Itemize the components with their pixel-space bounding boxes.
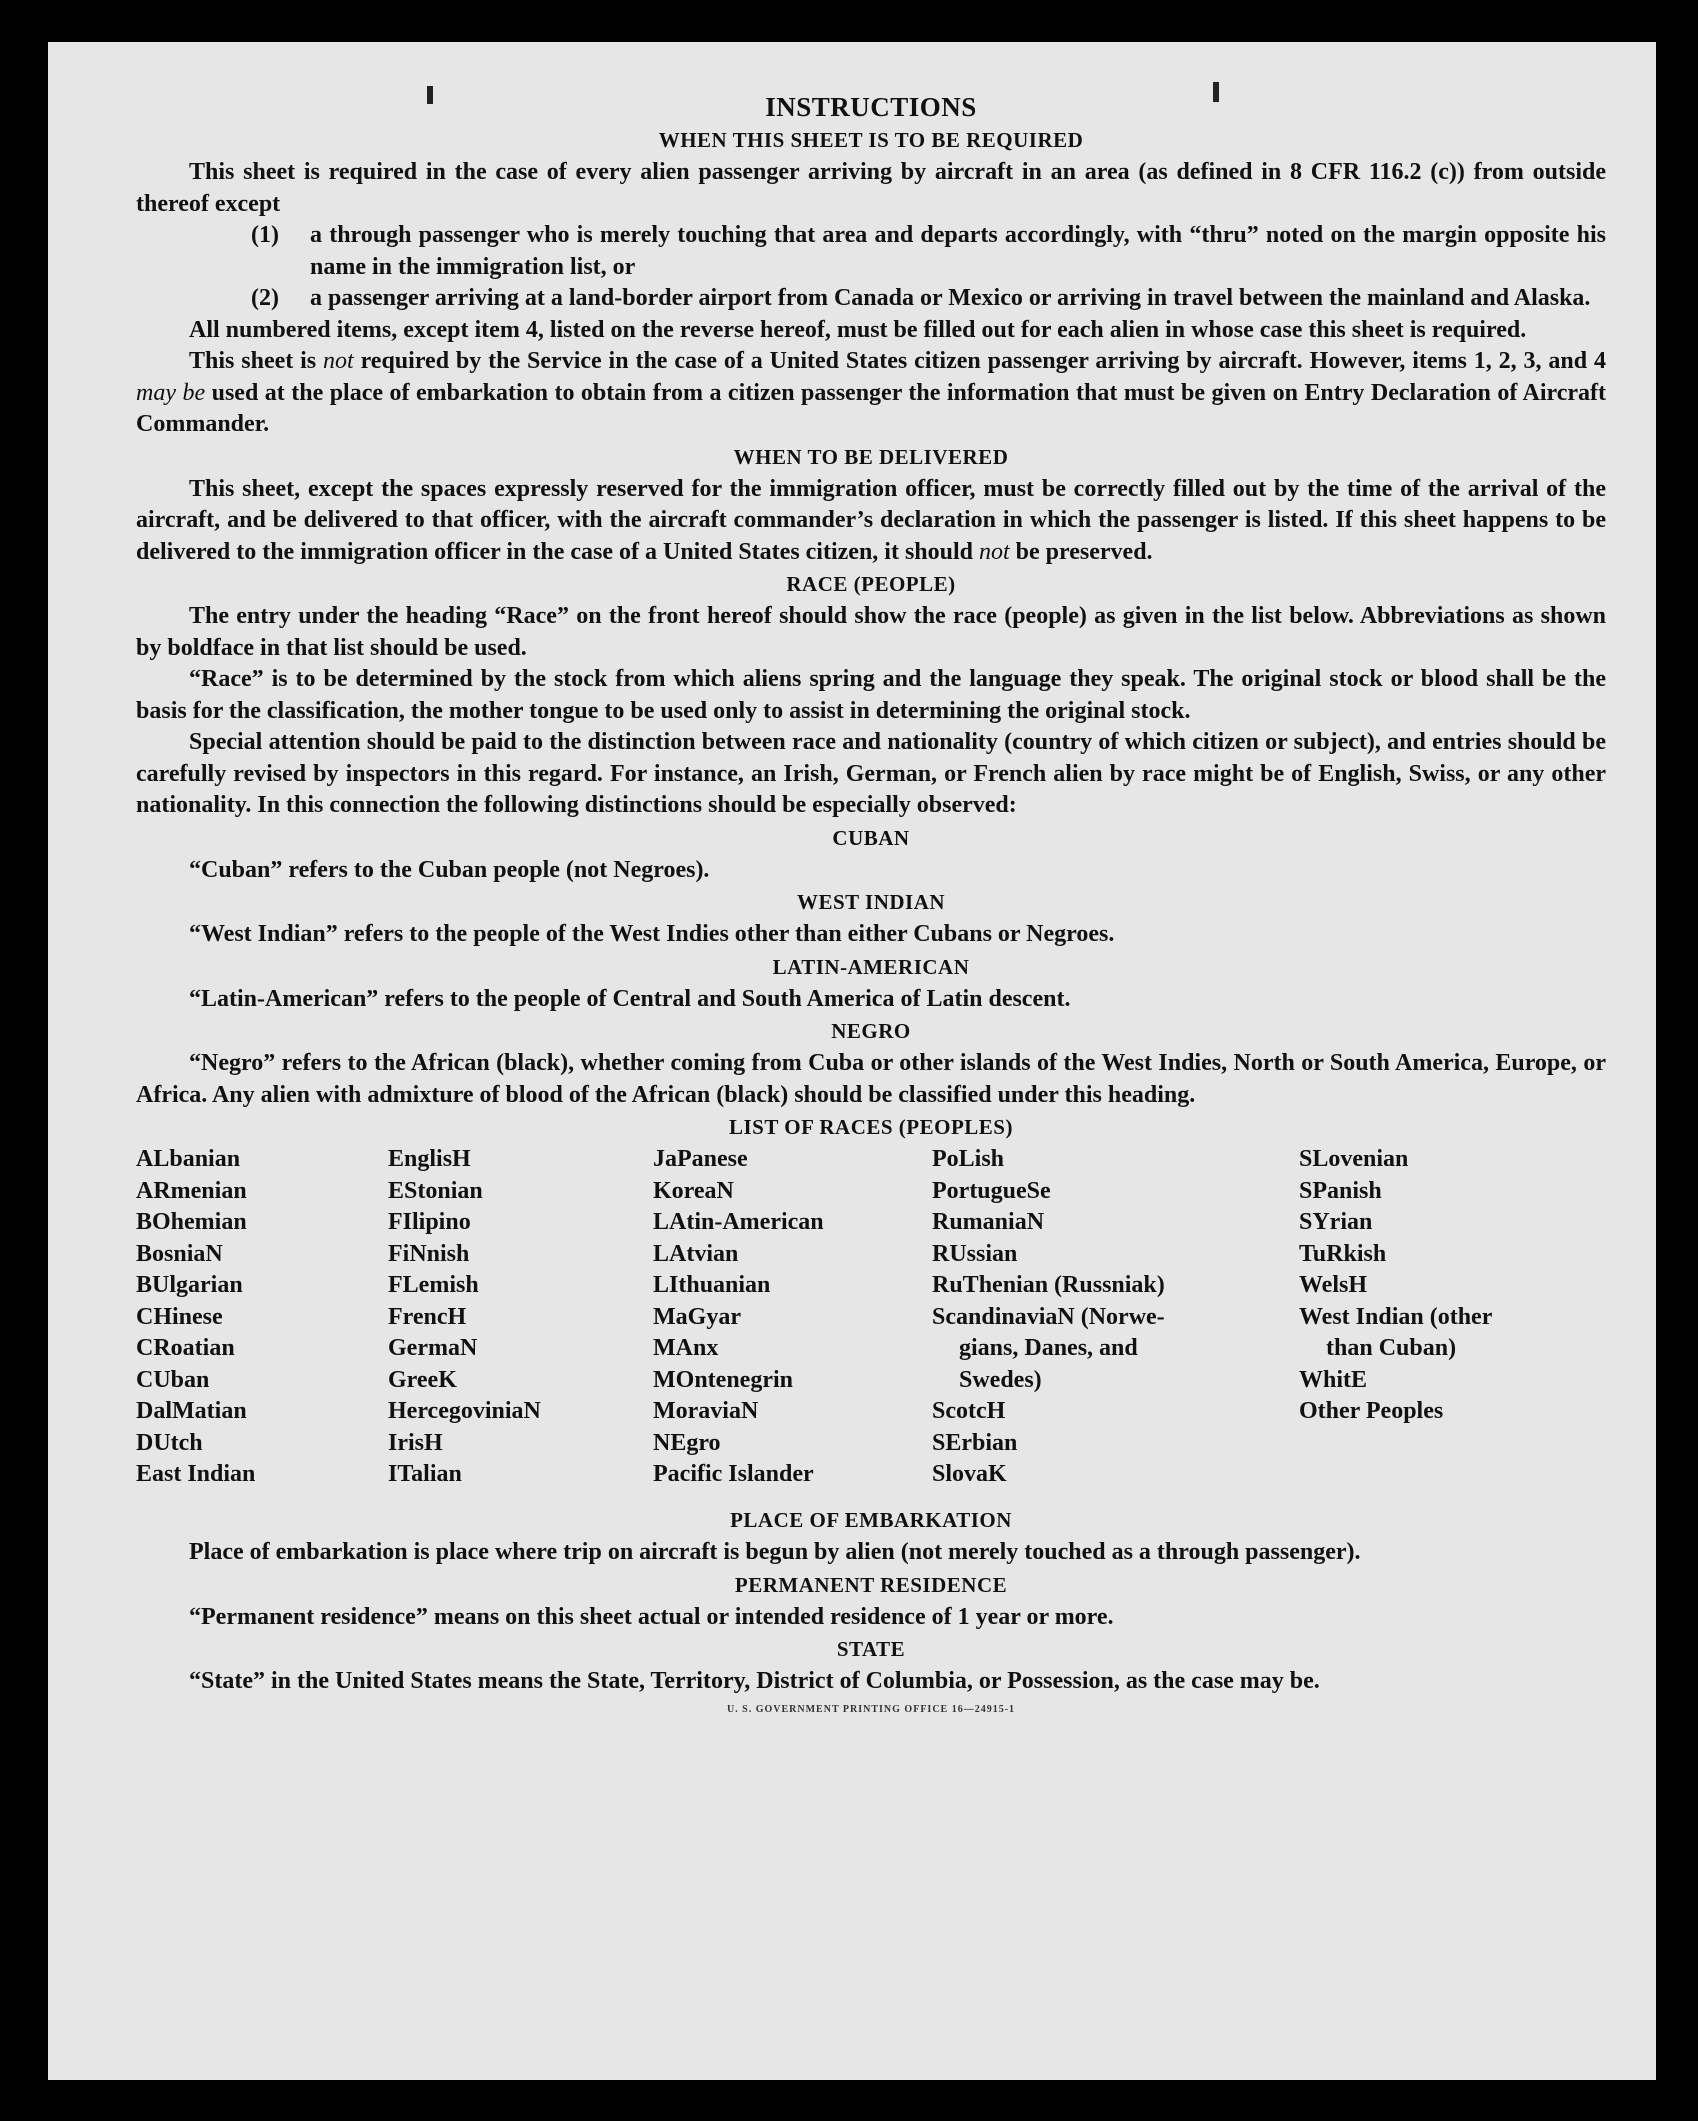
paragraph: “State” in the United States means the State, Territory, District of Columbia, or Possession, as the case may be.	[189, 1668, 1320, 1694]
text-run-bold: boldface	[167, 634, 255, 661]
text-run: in that list should be used.	[254, 634, 527, 661]
list-item	[136, 283, 1606, 315]
paragraph: “Negro” refers to the African (black), whether coming from Cuba or other islands of the West Indies, North or South America, Europe, or Africa. Any alien with admixture of blood of the African (black) should be classified under this heading.	[136, 1050, 1606, 1108]
races-column-2	[388, 1144, 541, 1491]
race-entry: SlovaK	[932, 1461, 1007, 1487]
race-entry-continued: Swedes)	[959, 1366, 1042, 1393]
race-entry: CRoatian	[136, 1335, 235, 1361]
race-entry: MoraviaN	[653, 1398, 759, 1424]
race-entry: DUtch	[136, 1429, 203, 1456]
race-entry: EnglisH	[388, 1146, 471, 1172]
race-entry: ScandinaviaN (Norwe-	[932, 1303, 1165, 1330]
race-entry: FLemish	[388, 1272, 479, 1298]
race-entry: FiNnish	[388, 1240, 470, 1267]
paragraph	[136, 601, 1606, 664]
section-heading-required: WHEN THIS SHEET IS TO BE REQUIRED	[658, 128, 1084, 152]
race-entry-continued: than Cuban)	[1326, 1335, 1457, 1361]
section-heading-negro: NEGRO	[831, 1019, 911, 1043]
race-entry: BUlgarian	[136, 1272, 243, 1298]
race-entry: Pacific Islander	[653, 1461, 814, 1487]
paragraph: This sheet is required in the case of every alien passenger arriving by aircraft in an area (as defined in 8 CFR 116.2 (c)) from outside thereof except	[136, 159, 1606, 217]
section-heading-embarkation: PLACE OF EMBARKATION	[730, 1508, 1012, 1532]
list-text: a passenger arriving at a land-border airport from Canada or Mexico or arriving in travel between the mainland and Alaska.	[310, 285, 1591, 311]
races-column-1	[136, 1144, 255, 1491]
race-entry: FIlipino	[388, 1209, 471, 1235]
text-run: This sheet, except the spaces expressly reserved for the immigration officer, must be correctly filled out by the time of the arrival of the aircraft, and be delivered to that officer, with the aircraft commander’s declaration in which the passenger is listed. If this sheet happens to be delivered to the immigration officer in the case of a United States citizen, it should	[136, 475, 1606, 565]
races-column-5	[1299, 1144, 1492, 1428]
section-heading-residence: PERMANENT RESIDENCE	[734, 1572, 1008, 1597]
race-entry: PoLish	[932, 1146, 1005, 1172]
paragraph: “Permanent residence” means on this sheet actual or intended residence of 1 year or more.	[189, 1603, 1114, 1630]
section-heading-state: STATE	[836, 1637, 906, 1661]
paragraph	[136, 474, 1606, 569]
list-item	[136, 220, 1606, 283]
race-entry: JaPanese	[653, 1146, 748, 1172]
race-entry: CUban	[136, 1366, 210, 1393]
race-entry: LAtvian	[653, 1240, 739, 1267]
race-entry: SErbian	[932, 1429, 1018, 1456]
page-title: INSTRUCTIONS	[765, 92, 977, 122]
paragraph: All numbered items, except item 4, listed on the reverse hereof, must be filled out for each alien in whose case this sheet is required.	[189, 316, 1527, 343]
paragraph: “Race” is to be determined by the stock from which aliens spring and the language they speak. The original stock or blood shall be the basis for the classification, the mother tongue to be used only to assist in determining the original stock.	[136, 666, 1606, 724]
paragraph: Place of embarkation is place where trip on aircraft is begun by alien (not merely touched as a through passenger).	[189, 1539, 1361, 1565]
section-heading-latin-american: LATIN-AMERICAN	[772, 954, 970, 979]
text-run: be preserved.	[1009, 538, 1153, 565]
race-entry: SLovenian	[1299, 1146, 1409, 1172]
document-page	[48, 42, 1656, 2080]
race-entry: MOntenegrin	[653, 1366, 793, 1393]
section-heading-race: RACE (PEOPLE)	[786, 572, 956, 596]
printer-imprint: U. S. GOVERNMENT PRINTING OFFICE 16—24915-1	[726, 1703, 1016, 1715]
race-entry: BOhemian	[136, 1209, 247, 1235]
race-entry: NEgro	[653, 1429, 721, 1456]
race-entry: LAtin-American	[653, 1209, 824, 1235]
race-entry: WelsH	[1299, 1272, 1368, 1298]
section-heading-races-list: LIST OF RACES (PEOPLES)	[729, 1115, 1013, 1139]
text-run-italic: not	[323, 348, 354, 374]
paragraph: “West Indian” refers to the people of the West Indies other than either Cubans or Negroes.	[189, 921, 1115, 947]
race-entry: GreeK	[388, 1366, 457, 1393]
race-entry: ITalian	[388, 1461, 462, 1487]
race-entry: WhitE	[1299, 1366, 1368, 1393]
race-entry: ALbanian	[136, 1146, 241, 1172]
section-heading-west-indian: WEST INDIAN	[796, 890, 946, 914]
race-entry: Other Peoples	[1299, 1398, 1444, 1424]
races-list	[136, 1144, 1606, 1504]
race-entry: East Indian	[136, 1461, 256, 1487]
races-column-4	[932, 1144, 1165, 1491]
paragraph: “Cuban” refers to the Cuban people (not Negroes).	[189, 856, 710, 883]
text-run: This sheet is	[189, 348, 324, 374]
race-entry: MaGyar	[653, 1303, 741, 1330]
race-entry: EStonian	[388, 1177, 483, 1204]
race-entry: TuRkish	[1299, 1240, 1387, 1267]
document-content	[136, 90, 1606, 1715]
race-entry: FrencH	[388, 1303, 467, 1330]
race-entry: IrisH	[388, 1429, 443, 1456]
race-entry: RumaniaN	[932, 1209, 1045, 1235]
race-entry: SYrian	[1299, 1209, 1373, 1235]
race-entry: ScotcH	[932, 1398, 1006, 1424]
race-entry: HercegoviniaN	[388, 1398, 541, 1424]
race-entry: RuThenian (Russniak)	[932, 1272, 1165, 1298]
list-text: a through passenger who is merely touching that area and departs accordingly, with “thru” noted on the margin opposite his name in the immigration list, or	[310, 222, 1606, 280]
text-run-italic: may be	[136, 379, 206, 406]
race-entry: GermaN	[388, 1335, 478, 1361]
race-entry: DalMatian	[136, 1398, 247, 1424]
paragraph: Special attention should be paid to the distinction between race and nationality (country of which citizen or subject), and entries should be carefully revised by inspectors in this regard. For instance, an Irish, German, or French alien by race might be of English, Swiss, or any other nationality. In this connection the following distinctions should be especially observed:	[136, 729, 1606, 818]
races-column-3	[653, 1144, 824, 1491]
race-entry: SPanish	[1299, 1177, 1382, 1204]
text-run: The entry under the heading “Race” on the front hereof should show the race (people) as given in the list below. Abbreviations as shown by	[136, 603, 1606, 661]
race-entry-continued: gians, Danes, and	[959, 1335, 1138, 1361]
race-entry: ARmenian	[136, 1177, 247, 1204]
race-entry: CHinese	[136, 1303, 223, 1330]
race-entry: KoreaN	[653, 1177, 734, 1204]
list-number: (2)	[251, 285, 279, 311]
section-heading-cuban: CUBAN	[832, 825, 910, 850]
text-run: required by the Service in the case of a United States citizen passenger arriving by aircraft. However, items 1, 2, 3, and 4	[353, 348, 1606, 374]
race-entry: MAnx	[653, 1335, 719, 1361]
paragraph: “Latin-American” refers to the people of Central and South America of Latin descent.	[189, 985, 1071, 1012]
text-run: used at the place of embarkation to obtain from a citizen passenger the information that must be given on Entry Declaration of Aircraft Commander.	[136, 379, 1606, 437]
race-entry: RUssian	[932, 1240, 1018, 1267]
list-number: (1)	[251, 222, 279, 248]
section-heading-delivered: WHEN TO BE DELIVERED	[733, 444, 1009, 469]
race-entry: West Indian (other	[1299, 1303, 1493, 1330]
race-entry: PortugueSe	[932, 1177, 1051, 1204]
race-entry: LIthuanian	[653, 1272, 771, 1298]
paragraph	[136, 346, 1606, 441]
text-run-italic: not	[979, 538, 1010, 565]
race-entry: BosniaN	[136, 1240, 223, 1267]
